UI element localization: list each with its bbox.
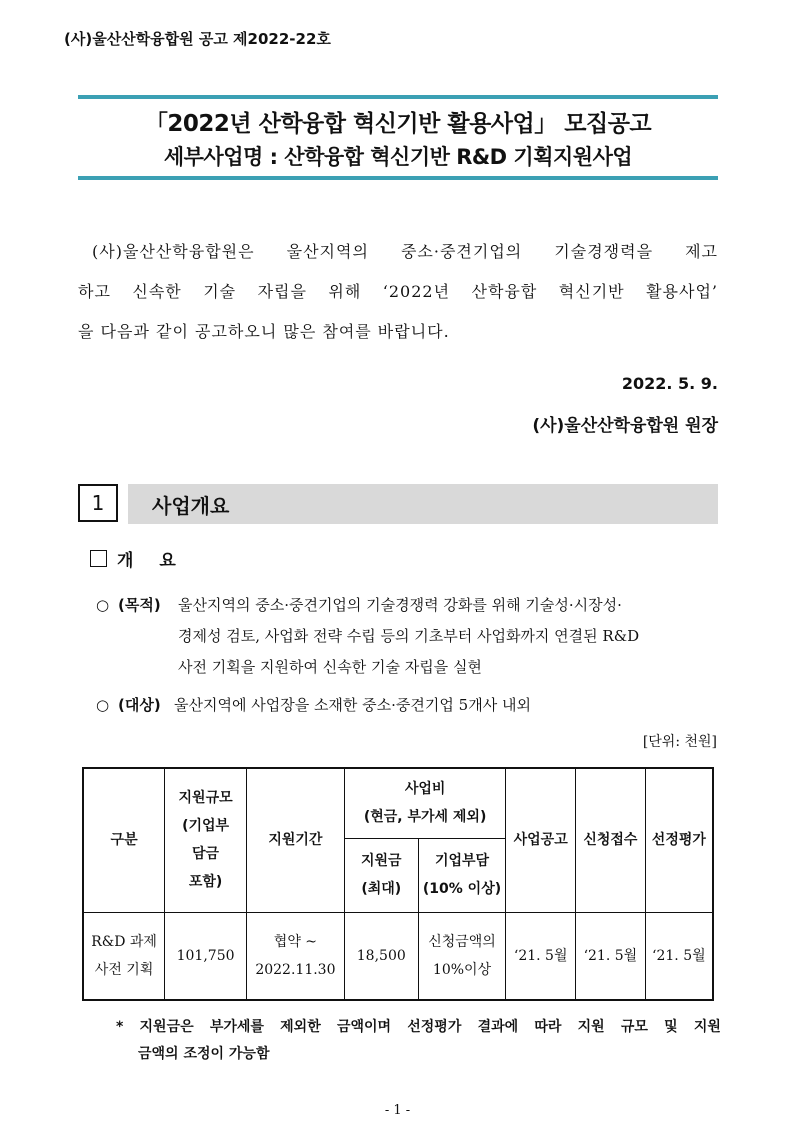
header-announce: 사업공고	[506, 768, 576, 912]
circle-bullet-icon: ○	[96, 596, 110, 614]
intro-line: (사)울산산학융합원은 울산지역의 중소·중견기업의 기술경쟁력을 제고	[92, 242, 718, 261]
title-bottom-rule	[78, 176, 718, 180]
cell-eval: ‘21. 5월	[645, 912, 713, 1000]
purpose-bullet	[96, 590, 721, 683]
square-bullet-icon	[90, 550, 107, 567]
header-period: 지원기간	[246, 768, 344, 912]
header-support: 지원금 (최대)	[344, 838, 418, 912]
notice-date: 2022. 5. 9.	[621, 374, 718, 393]
title-box	[78, 95, 718, 180]
cell-apply: ‘21. 5월	[576, 912, 646, 1000]
bullet-text-line: 사전 기획을 지원하여 신속한 기술 자립을 실현	[178, 658, 482, 676]
subsection-title: 개 요	[117, 551, 186, 571]
intro-paragraph	[78, 232, 718, 352]
program-table	[82, 767, 714, 1001]
cell-period: 협약 ~ 2022.11.30	[246, 912, 344, 1000]
section-number: 1	[78, 484, 118, 522]
page-subtitle: 세부사업명 : 산학융합 혁신기반 R&D 기획지원사업	[163, 145, 633, 169]
cell-burden: 신청금액의 10%이상	[418, 912, 506, 1000]
header-burden: 기업부담 (10% 이상)	[418, 838, 506, 912]
cell-scale: 101,750	[165, 912, 247, 1000]
bullet-label: (대상)	[118, 696, 161, 714]
circle-bullet-icon: ○	[96, 696, 110, 714]
footnote-line: 금액의 조정이 가능함	[138, 1046, 270, 1062]
cell-category: R&D 과제 사전 기획	[83, 912, 165, 1000]
issuer-name: (사)울산산학융합원 원장	[532, 416, 718, 436]
unit-label: [단위: 천원]	[642, 734, 717, 750]
target-bullet	[96, 690, 721, 721]
bullet-text-line: 경제성 검토, 사업화 전략 수립 등의 기초부터 사업화까지 연결된 R&D	[178, 627, 640, 645]
page-number: - 1 -	[384, 1103, 411, 1118]
footnote-line: * 지원금은 부가세를 제외한 금액이며 선정평가 결과에 따라 지원 규모 및 지원	[116, 1019, 721, 1035]
intro-line: 하고 신속한 기술 자립을 위해 ‘2022년 산학융합 혁신기반 활용사업’	[78, 282, 718, 301]
notice-reference: (사)울산산학융합원 공고 제2022-22호	[64, 30, 331, 48]
cell-announce: ‘21. 5월	[506, 912, 576, 1000]
title-top-rule	[78, 95, 718, 99]
subsection-heading	[90, 546, 186, 571]
header-eval: 선정평가	[645, 768, 713, 912]
footnote	[116, 1014, 721, 1068]
table-row	[83, 912, 713, 1000]
header-cost: 사업비 (현금, 부가세 제외)	[344, 768, 505, 838]
section-title: 사업개요	[128, 484, 718, 524]
intro-line: 을 다음과 같이 공고하오니 많은 참여를 바랍니다.	[78, 322, 450, 341]
bullet-text-line: 울산지역에 사업장을 소재한 중소·중견기업 5개사 내외	[174, 696, 531, 714]
bullet-label: (목적)	[118, 596, 161, 614]
bullet-text-line: 울산지역의 중소·중견기업의 기술경쟁력 강화를 위해 기술성·시장성·	[178, 596, 622, 614]
header-scale: 지원규모 (기업부 담금 포함)	[165, 768, 247, 912]
header-apply: 신청접수	[576, 768, 646, 912]
page-title: 「2022년 산학융합 혁신기반 활용사업」 모집공고	[144, 111, 652, 137]
header-category: 구분	[83, 768, 165, 912]
cell-support: 18,500	[344, 912, 418, 1000]
